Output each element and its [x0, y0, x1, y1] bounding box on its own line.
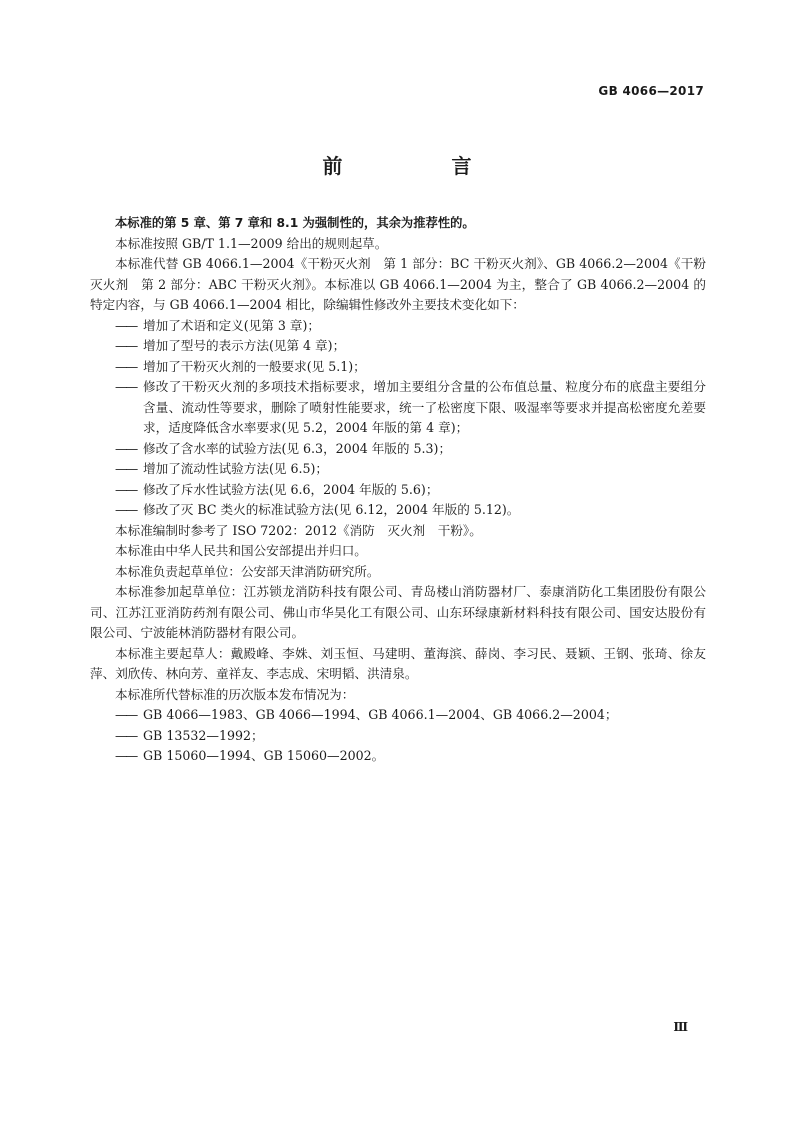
dash-mark: ——	[115, 748, 137, 763]
dash-mark: ——	[115, 440, 137, 456]
list-item: —— 增加了术语和定义(见第 3 章)；	[90, 316, 706, 337]
dash-mark: ——	[115, 317, 137, 333]
page-title: 前 言	[322, 154, 506, 178]
version-history-list	[90, 705, 706, 767]
proposer-paragraph: 本标准由中华人民共和国公安部提出并归口。	[115, 543, 367, 558]
list-item: —— GB 13532—1992；	[90, 726, 706, 747]
reference-paragraph: 本标准编制时参考了 ISO 7202：2012《消防 灭火剂 干粉》。	[115, 522, 482, 538]
drafters-paragraph: 本标准主要起草人：戴殿峰、李姝、刘玉恒、马建明、董海滨、薛岗、李习民、聂颖、王钢、张琦、徐友萍、刘欣传、林向芳、童祥友、李志成、宋明韬、洪清泉。	[90, 645, 706, 681]
list-item: —— 增加了干粉灭火剂的一般要求(见 5.1)；	[90, 357, 706, 378]
dash-mark: ——	[115, 707, 137, 722]
list-item: —— 增加了型号的表示方法(见第 4 章)；	[90, 336, 706, 357]
participating-orgs-paragraph: 本标准参加起草单位：江苏锁龙消防科技有限公司、青岛楼山消防器材厂、泰康消防化工集团股份有限公司、江苏江亚消防药剂有限公司、佛山市华昊化工有限公司、山东环绿康新材料科技有限公司、国安达股份有限公司、宁波能林消防器材有限公司。	[90, 584, 706, 640]
dash-mark: ——	[115, 379, 137, 394]
list-item: —— 修改了含水率的试验方法(见 6.3，2004 年版的 5.3)；	[90, 439, 706, 460]
page-number: Ⅲ	[673, 1020, 688, 1034]
technical-changes-list	[90, 316, 706, 521]
drafting-rules-paragraph: 本标准按照 GB/T 1.1—2009 给出的规则起草。	[115, 235, 388, 251]
foreword-body	[90, 213, 706, 767]
list-item: —— 修改了灭 BC 类火的标准试验方法(见 6.12，2004 年版的 5.12)。	[90, 500, 706, 521]
dash-mark: ——	[115, 338, 137, 353]
standard-code-header: GB 4066—2017	[598, 84, 704, 98]
lead-drafter-org-paragraph: 本标准负责起草单位：公安部天津消防研究所。	[115, 563, 380, 579]
replacement-paragraph: 本标准代替 GB 4066.1—2004《干粉灭火剂 第 1 部分：BC 干粉灭火剂》、GB 4066.2—2004《干粉灭火剂 第 2 部分：ABC 干粉灭火剂》。本标准以 GB 4066.1—2004 为主，整合了 GB 4066.2—2004 的特定内容，与 GB 4066.1—2004 相比，除编辑性修改外主要技术变化如下：	[90, 256, 706, 312]
history-intro-paragraph: 本标准所代替标准的历次版本发布情况为：	[115, 686, 355, 702]
list-item: —— 修改了斥水性试验方法(见 6.6，2004 年版的 5.6)；	[90, 480, 706, 501]
list-item: —— 增加了流动性试验方法(见 6.5)；	[90, 459, 706, 480]
dash-mark: ——	[115, 502, 137, 517]
dash-mark: ——	[115, 481, 137, 497]
mandatory-clause-statement: 本标准的第 5 章、第 7 章和 8.1 为强制性的，其余为推荐性的。	[115, 216, 475, 230]
list-item: —— GB 4066—1983、GB 4066—1994、GB 4066.1—2004、GB 4066.2—2004；	[90, 705, 706, 726]
dash-mark: ——	[115, 461, 137, 476]
list-item: —— GB 15060—1994、GB 15060—2002。	[90, 746, 706, 767]
dash-mark: ——	[115, 727, 137, 743]
list-item: —— 修改了干粉灭火剂的多项技术指标要求，增加主要组分含量的公布值总量、粒度分布的底盘主要组分含量、流动性等要求，删除了喷射性能要求，统一了松密度下限、吸湿率等要求并提高松密度允差要求，适度降低含水率要求(见 5.2，2004 年版的第 4 章)；	[90, 377, 706, 439]
dash-mark: ——	[115, 358, 137, 374]
